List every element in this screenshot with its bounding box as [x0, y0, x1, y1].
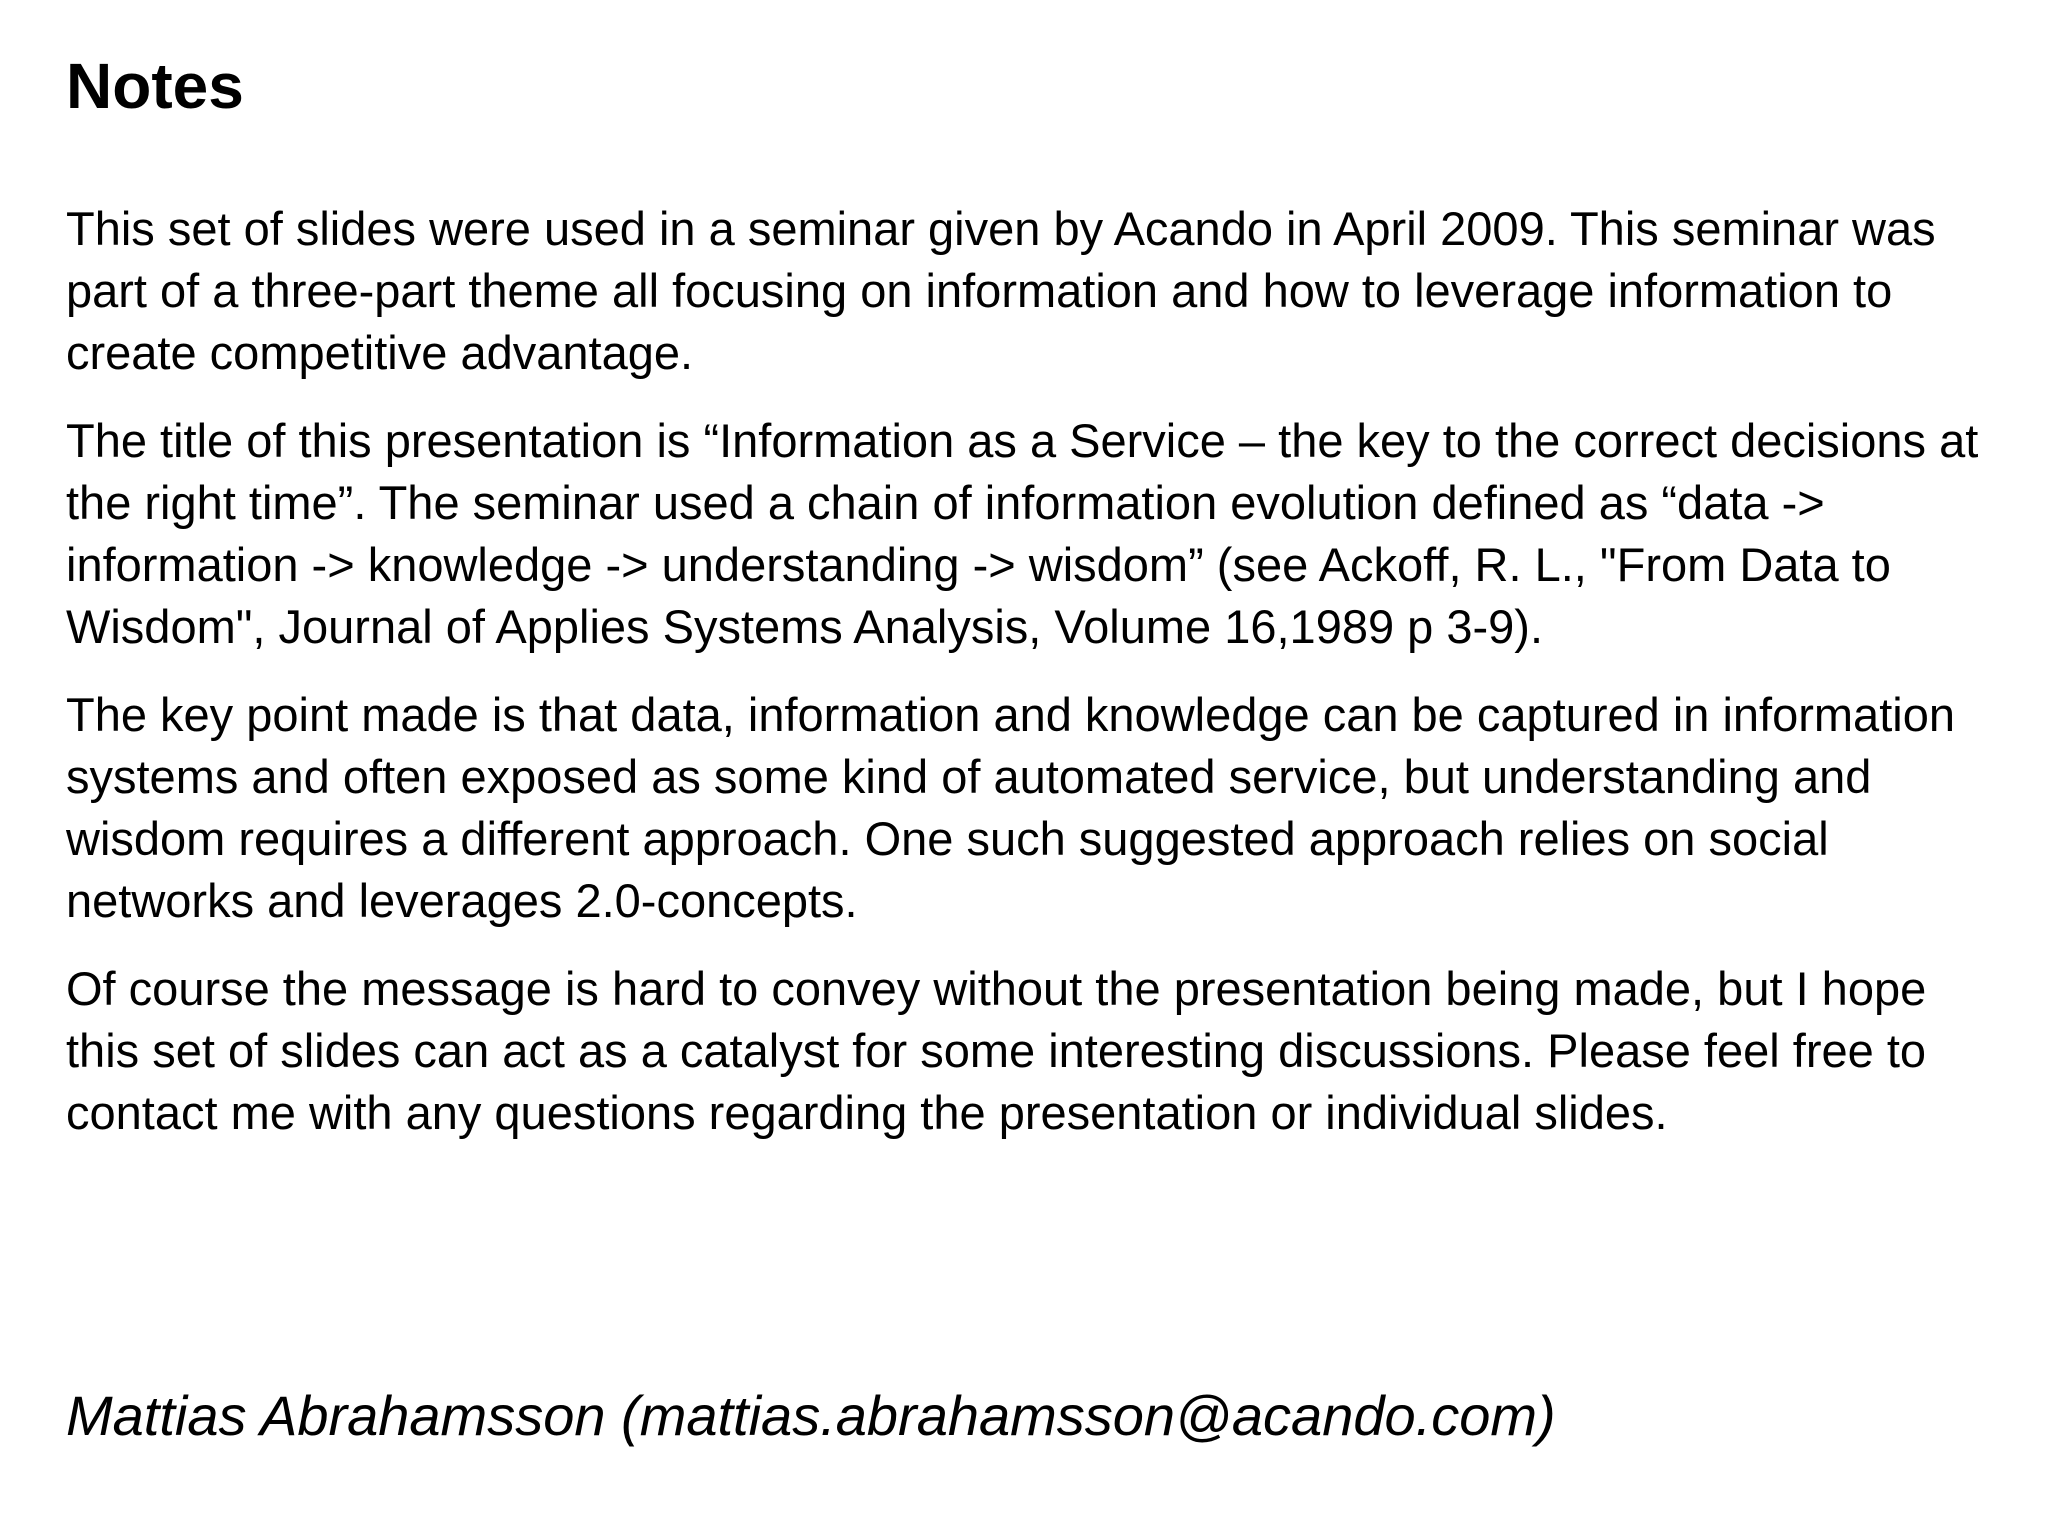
- notes-body: [66, 198, 2006, 1170]
- author-signature: Mattias Abrahamsson (mattias.abrahamsson@acando.com): [66, 1384, 1556, 1447]
- paragraph-key-point: The key point made is that data, information and knowledge can be captured in information systems and often exposed as some kind of automated service, but understanding and wisdom requires a different approach. One such suggested approach relies on social networks and leverages 2.0-concepts.: [66, 688, 1955, 927]
- paragraph-closing: Of course the message is hard to convey without the presentation being made, but I hope this set of slides can act as a catalyst for some interesting discussions. Please feel free to contact me with any questions regarding the presentation or individual slides.: [66, 962, 1927, 1139]
- slide-title: Notes: [66, 50, 244, 122]
- paragraph-intro: This set of slides were used in a seminar given by Acando in April 2009. This seminar was part of a three-part theme all focusing on information and how to leverage information to create competitive advantage.: [66, 202, 1936, 379]
- paragraph-title-chain: The title of this presentation is “Information as a Service – the key to the correct decisions at the right time”. The seminar used a chain of information evolution defined as “data -> information -> knowledge -> understanding -> wisdom” (see Ackoff, R. L., "From Data to Wisdom", Journal of Applies Systems Analysis, Volume 16,1989 p 3-9).: [66, 414, 1979, 653]
